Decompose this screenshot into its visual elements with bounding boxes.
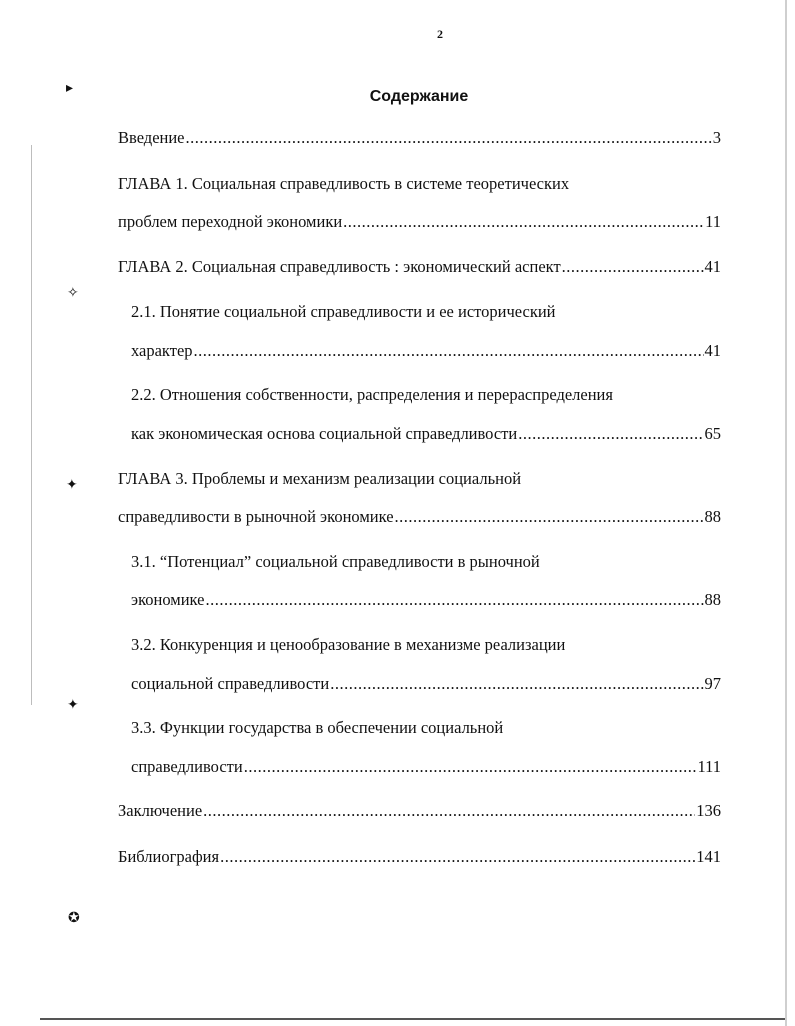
toc-entry-text: экономике — [131, 590, 205, 609]
toc-entry-text: справедливости в рыночной экономике — [118, 507, 394, 526]
toc-page-number: 111 — [697, 757, 721, 776]
toc-page-number: 41 — [704, 257, 721, 276]
toc-leader-dots — [562, 257, 704, 277]
margin-mark-icon: ✦ — [67, 698, 79, 713]
margin-mark-icon: ▸ — [66, 81, 74, 96]
toc-leader-dots — [244, 757, 697, 777]
toc-entry-chapter-1-cont — [118, 212, 721, 232]
toc-entry-text: ГЛАВА 2. Социальная справедливость : экономический аспект — [118, 257, 561, 276]
toc-page-number: 141 — [696, 847, 721, 866]
toc-leader-dots — [194, 341, 704, 361]
toc-page-number: 3 — [712, 128, 721, 147]
toc-entry-3-2-cont — [131, 674, 721, 694]
toc-leader-dots — [205, 590, 703, 610]
toc-entry-text: 3.3. Функции государства в обеспечении социальной — [131, 718, 504, 737]
toc-leader-dots — [395, 507, 704, 527]
toc-page-number: 11 — [705, 212, 721, 231]
toc-entry-3-2 — [131, 635, 721, 655]
toc-leader-dots — [518, 424, 703, 444]
toc-entry-2-1-cont — [131, 341, 721, 361]
toc-entry-text: ГЛАВА 1. Социальная справедливость в системе теоретических — [118, 174, 570, 193]
toc-entry-introduction — [118, 128, 721, 148]
toc-entry-2-1 — [131, 302, 721, 322]
toc-entry-text: как экономическая основа социальной справедливости — [131, 424, 518, 443]
toc-leader-dots — [203, 801, 695, 821]
margin-rule — [31, 145, 32, 705]
toc-entry-text: 3.2. Конкуренция и ценообразование в механизме реализации — [131, 635, 566, 654]
toc-entry-chapter-1 — [118, 174, 721, 194]
toc-leader-dots — [220, 847, 695, 867]
toc-entry-bibliography — [118, 847, 721, 867]
toc-entry-text: 3.1. “Потенциал” социальной справедливости в рыночной — [131, 552, 540, 571]
toc-entry-text: проблем переходной экономики — [118, 212, 343, 231]
toc-leader-dots — [330, 674, 703, 694]
bottom-rule — [40, 1018, 785, 1020]
toc-entry-text: Введение — [118, 128, 185, 147]
margin-mark-icon: ✧ — [67, 286, 79, 301]
right-rule — [785, 0, 787, 1026]
toc-leader-dots — [343, 212, 704, 232]
toc-page-number: 65 — [704, 424, 721, 443]
toc-entry-text: справедливости — [131, 757, 243, 776]
toc-entry-text: характер — [131, 341, 193, 360]
toc-entry-text: 2.1. Понятие социальной справедливости и ее исторический — [131, 302, 556, 321]
toc-page-number: 41 — [704, 341, 721, 360]
toc-entry-chapter-2 — [118, 257, 721, 277]
toc-page-number: 88 — [704, 507, 721, 526]
toc-entry-text: Библиография — [118, 847, 220, 866]
toc-entry-text: 2.2. Отношения собственности, распределения и перераспределения — [131, 385, 613, 404]
toc-entry-3-3 — [131, 718, 721, 738]
margin-mark-icon: ✪ — [68, 911, 80, 926]
toc-page-number: 136 — [696, 801, 721, 820]
toc-page-number: 88 — [704, 590, 721, 609]
toc-entry-chapter-3-cont — [118, 507, 721, 527]
toc-entry-text: ГЛАВА 3. Проблемы и механизм реализации социальной — [118, 469, 522, 488]
margin-mark-icon: ✦ — [66, 478, 78, 493]
toc-entry-2-2 — [131, 385, 721, 405]
toc-entry-3-3-cont — [131, 757, 721, 777]
toc-entry-3-1 — [131, 552, 721, 572]
toc-entry-chapter-3 — [118, 469, 721, 489]
page-title: Содержание — [369, 88, 469, 105]
toc-entry-text: социальной справедливости — [131, 674, 330, 693]
toc-entry-3-1-cont — [131, 590, 721, 610]
toc-entry-text: Заключение — [118, 801, 203, 820]
toc-entry-conclusion — [118, 801, 721, 821]
toc-leader-dots — [186, 128, 712, 148]
toc-entry-2-2-cont — [131, 424, 721, 444]
page-number: 2 — [437, 27, 443, 41]
toc-page-number: 97 — [704, 674, 721, 693]
